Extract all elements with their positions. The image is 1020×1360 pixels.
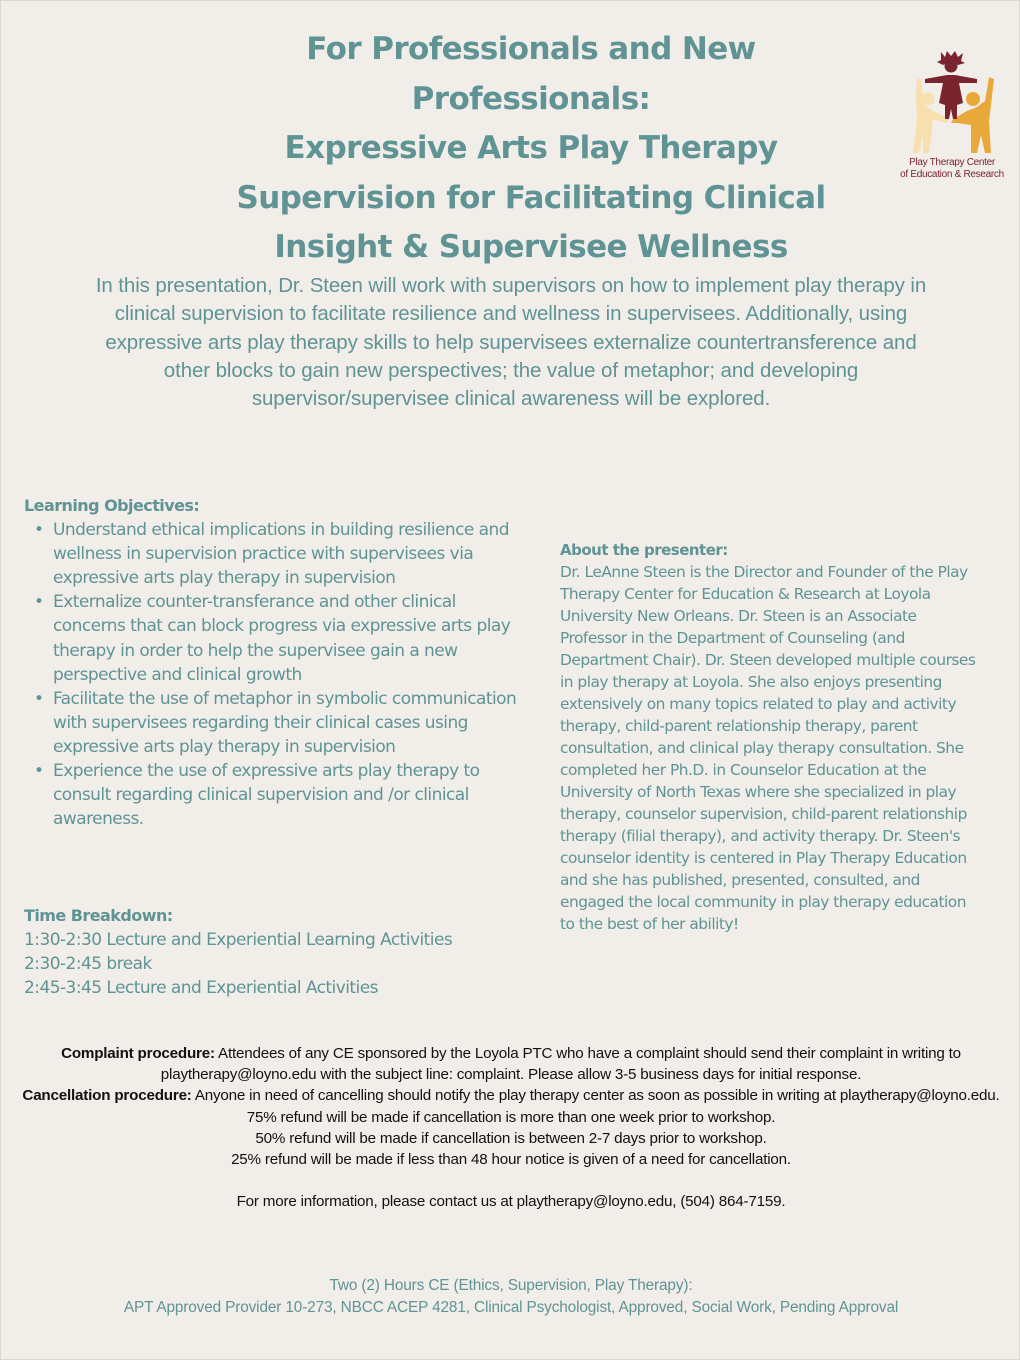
complaint-procedure [1, 1043, 1020, 1085]
play-therapy-center-logo [889, 49, 1015, 189]
about-presenter-section [560, 539, 980, 935]
logo-text-line: Play Therapy Center [909, 157, 995, 168]
objective-item: • Understand ethical implications in building resilience and wellness in supervision practice with supervisees via expressive arts play therapy in supervision [53, 518, 524, 590]
complaint-procedure-text: Attendees of any CE sponsored by the Loyola PTC who have a complaint should send their complaint in writing to playtherapy@loyno.edu with the subject line: complaint. Please allow 3-5 business days for initial response. [160, 1045, 961, 1084]
title-line: Supervision for Facilitating Clinical [236, 179, 826, 216]
contact-info: For more information, please contact us at playtherapy@loyno.edu, (504) 864-7159. [236, 1193, 786, 1211]
about-presenter-heading: About the presenter: [560, 541, 728, 559]
time-row: 2:30-2:45 break [24, 954, 152, 974]
ce-approvals: APT Approved Provider 10-273, NBCC ACEP 4281, Clinical Psychologist, Approved, Social Work, Pending Approval [123, 1299, 899, 1316]
title-line: For Professionals and New [306, 31, 756, 67]
time-row: 1:30-2:30 Lecture and Experiential Learning Activities [24, 930, 453, 950]
page-title [191, 25, 871, 273]
cancellation-procedure-label: Cancellation procedure: [22, 1087, 192, 1105]
objective-item: • Experience the use of expressive arts play therapy to consult regarding clinical supervision and /or clinical awareness. [53, 759, 524, 831]
refund-line: 75% refund will be made if cancellation is more than one week prior to workshop. [246, 1108, 776, 1126]
ce-hours: Two (2) Hours CE (Ethics, Supervision, Play Therapy): [329, 1277, 693, 1294]
learning-objectives-section [24, 494, 524, 831]
learning-objectives-heading: Learning Objectives: [24, 496, 200, 515]
three-children-holding-hands-icon [911, 49, 995, 155]
ce-credits-section [1, 1275, 1020, 1319]
refund-line: 25% refund will be made if less than 48 hour notice is given of a need for cancellation. [231, 1151, 791, 1169]
time-row: 2:45-3:45 Lecture and Experiential Activities [24, 978, 378, 998]
time-breakdown-heading: Time Breakdown: [24, 906, 173, 925]
time-breakdown-section [24, 904, 524, 1000]
presenter-bio: Dr. LeAnne Steen is the Director and Founder of the Play Therapy Center for Education & Research at Loyola University New Orleans. Dr. Steen is an Associate Professor in the Department of Counseling (and Department Chair). Dr. Steen developed multiple courses in play therapy at Loyola. She also enjoys presenting extensively on many topics related to play and activity therapy, child-parent relationship therapy, parent consultation, and clinical play therapy consultation. She completed her Ph.D. in Counselor Education at the University of North Texas where she specialized in play therapy, counselor supervision, child-parent relationship therapy (filial therapy), and activity therapy. Dr. Steen's counselor identity is centered in Play Therapy Education and she has published, presented, consulted, and engaged the local community in play therapy education to the best of her ability! [560, 563, 976, 933]
title-line: Insight & Supervisee Wellness [274, 229, 788, 265]
objectives-list [24, 518, 524, 831]
complaint-procedure-label: Complaint procedure: [61, 1045, 215, 1062]
policies-section [1, 1043, 1020, 1212]
logo-text-line: of Education & Research [900, 169, 1004, 180]
cancellation-procedure [1, 1085, 1020, 1106]
title-line: Professionals: [411, 80, 651, 117]
logo-wordmark [889, 157, 1015, 181]
title-line: Expressive Arts Play Therapy [284, 130, 778, 166]
objective-item: • Externalize counter-transferance and other clinical concerns that can block progress via expressive arts play therapy in order to help the supervisee gain a new perspective and clinical growth [53, 590, 524, 686]
intro-paragraph: In this presentation, Dr. Steen will work with supervisors on how to implement play therapy in clinical supervision to facilitate resilience and wellness in supervisees. Additionally, using expressive arts play therapy skills to help supervisees externalize countertransference and other blocks to gain new perspectives; the value of metaphor; and developing supervisor/supervisee clinical awareness will be explored. [95, 274, 927, 411]
spacer [1, 1170, 1020, 1191]
objective-item: • Facilitate the use of metaphor in symbolic communication with supervisees regarding their clinical cases using expressive arts play therapy in supervision [53, 687, 524, 759]
refund-line: 50% refund will be made if cancellation is between 2-7 days prior to workshop. [255, 1129, 767, 1147]
cancellation-procedure-text: Anyone in need of cancelling should notify the play therapy center as soon as possible in writing at playtherapy@loyno.edu. [191, 1087, 1000, 1105]
